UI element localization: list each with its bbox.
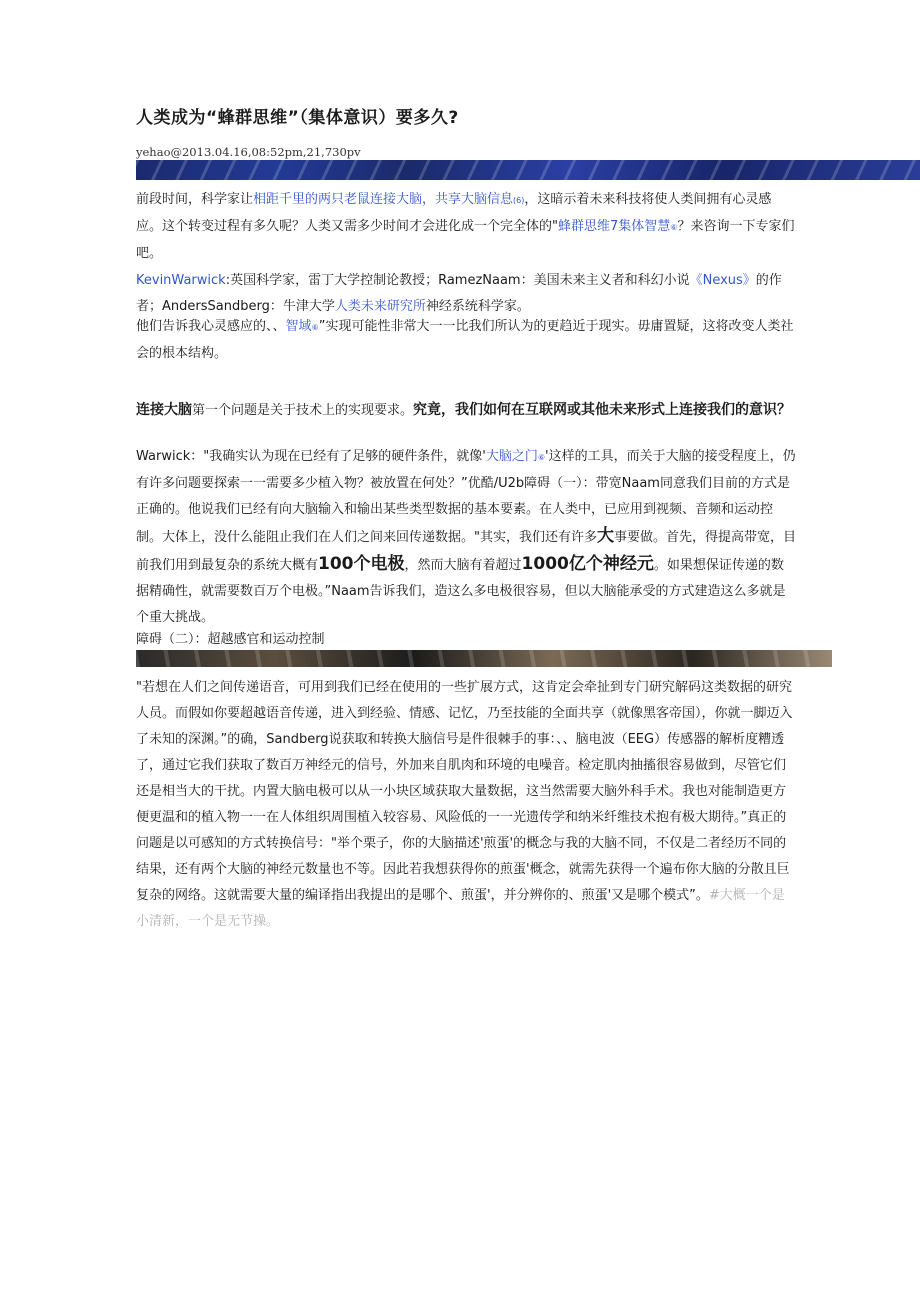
intro-note-2: ⑥ xyxy=(670,223,678,232)
article-meta: yehao@2013.04.16,08:52pm,21,730pv xyxy=(136,145,361,159)
telepathy-text-2: ”实现可能性非常大一一比我们所认为的更趋近于现实。毋庸置疑，这将改变人类社会的根本结构。 xyxy=(136,319,794,361)
intro-note-1: (6) xyxy=(513,196,525,205)
intro-paragraph xyxy=(136,187,796,267)
intro-text-1: 前段时间，科学家让 xyxy=(136,192,254,207)
section1-heading-normal: 第一个问题是关于技术上的实现要求。 xyxy=(192,403,414,418)
section1-heading-question: 究竟，我们如何在互联网或其他未来形式上连接我们的意识？ xyxy=(413,402,792,418)
warwick-text-2: '这样的工具，而关于大脑的接受程度上，仍有许多问题要探索一一需要多少植入物？被放置在何处？”优酷/U2b障碍（一）：带宽Naam同意我们目前的方式是正确的。他说我们已经有向大脑输入和输出某些类型数据的基本要素。在人类中，已应用到视频、音频和运动控制。大体上，没什么能阻止我们在人们之间来回传递数据。"其实，我们还有许多 xyxy=(136,449,796,545)
final-hashtag: #大概一个是小清新，一个是无节操。 xyxy=(136,888,785,929)
telepathy-note: ⑥ xyxy=(311,323,319,332)
experts-text-3: 神经系统科学家。 xyxy=(425,299,530,314)
article-title: 人类成为“蜂群思维”（集体意识）要多久? xyxy=(136,108,459,128)
intro-link-hive-mind[interactable]: 蜂群思维7集体智慧 xyxy=(557,219,671,234)
intro-link-mice-brain[interactable]: 相距千里的两只老鼠连接大脑，共享大脑信息 xyxy=(253,192,514,207)
experts-text-1: :英国科学家，雷丁大学控制论教授；RamezNaam：美国未来主义者和科幻小说 xyxy=(225,273,690,288)
link-nexus[interactable]: 《Nexus》 xyxy=(689,273,756,288)
warwick-text-1: Warwick："我确实认为现在已经有了足够的硬件条件，就像' xyxy=(136,449,486,464)
final-text: "若想在人们之间传递语音，可用到我们已经在使用的一些扩展方式，这肯定会牵扯到专门研究解码这类数据的研究人员。而假如你要超越语音传递，进入到经验、情感、记忆，乃至技能的全面共享（就像黑客帝国），你就一脚迈入了未知的深渊。”的确，Sandberg说获取和转换大脑信号是件很棘手的事：、、脑电波（EEG）传感器的解析度糟透了，通过它我们获取了数百万神经元的信号，外加来自肌肉和环境的电噪音。检定肌肉抽搐很容易做到，尽管它们还是相当大的干扰。内置大脑电极可以从一小块区域获取大量数据，这当然需要大脑外科手术。我也对能制造更方便更温和的植入物一一在人体组织周围植入较容易、风险低的一一光遗传学和纳米纤维技术抱有极大期待。”真正的问题是以可感知的方式转换信号："举个栗子，你的大脑描述'煎蛋'的概念与我的大脑不同，不仅是二者经历不同的结果，还有两个大脑的神经元数量也不等。因此若我想获得你的煎蛋'概念，就需先获得一个遍布你大脑的分散且巨复杂的网络。这就需要大量的编译指出我提出的是哪个、煎蛋'，并分辨你的、煎蛋'又是哪个模式”。 xyxy=(136,680,793,903)
warwick-paragraph xyxy=(136,444,796,631)
experts-text-2: 的作者；AndersSandberg：牛津大学 xyxy=(136,273,782,314)
section2-banner-image xyxy=(136,650,832,667)
warwick-note: ⑥ xyxy=(537,453,545,462)
warwick-big-neurons: 1000亿个神经元 xyxy=(521,554,654,574)
intro-text-3: ？来咨询一下专家们吧。 xyxy=(136,219,795,261)
telepathy-paragraph xyxy=(136,314,796,367)
warwick-text-3: 事要做。首先，得提高带宽，目前我们用到最复杂的系统大概有 xyxy=(136,530,796,573)
warwick-text-5: 。如果想保证传递的数据精确性，就需要数百万个电极。”Naam告诉我们，造这么多电极很容易，但以大脑能承受的方式建造这么多就是个重大挑战。 xyxy=(136,558,786,625)
warwick-big-electrodes: 100个电极 xyxy=(318,554,405,574)
header-banner-image xyxy=(136,160,920,180)
telepathy-text-1: 他们告诉我心灵感应的、、 xyxy=(136,319,286,334)
warwick-text-4: ，然而大脑有着超过 xyxy=(404,558,522,573)
link-future-institute[interactable]: 人类未来研究所 xyxy=(334,299,426,314)
final-paragraph xyxy=(136,675,796,935)
experts-paragraph xyxy=(136,268,796,320)
warwick-big-1: 大 xyxy=(596,526,614,546)
link-brain-gate[interactable]: 大脑之门 xyxy=(485,449,538,464)
link-zhiyu[interactable]: 智域 xyxy=(285,319,312,334)
section1-heading-bold: 连接大脑 xyxy=(136,402,192,418)
section2-heading: 障碍（二）：超越感官和运动控制 xyxy=(136,632,325,647)
link-kevin-warwick[interactable]: KevinWarwick xyxy=(136,273,226,288)
section1-heading xyxy=(136,400,796,421)
intro-text-2: ，这暗示着未来科技将使人类间拥有心灵感应。这个转变过程有多久呢？人类又需多少时间才会进化成一个完全体的" xyxy=(136,192,772,234)
